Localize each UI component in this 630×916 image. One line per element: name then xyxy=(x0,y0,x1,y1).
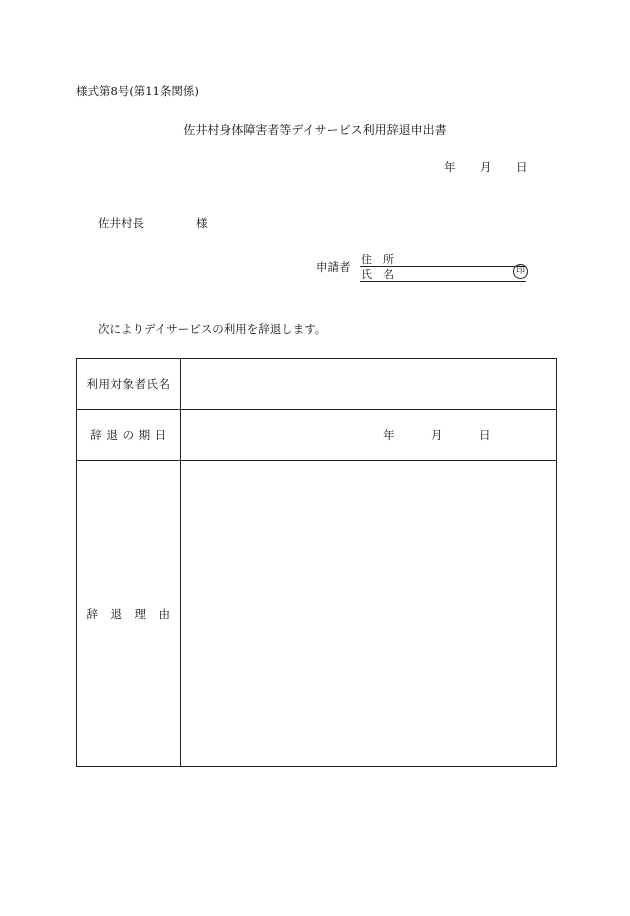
withdrawal-date-year-label: 年 xyxy=(383,428,395,443)
withdrawal-date-day-label: 日 xyxy=(479,428,491,443)
name-field-line[interactable] xyxy=(360,281,526,282)
withdrawal-reason-field[interactable] xyxy=(181,461,557,767)
table-row xyxy=(77,410,557,461)
header-date-month-label: 月 xyxy=(480,160,492,174)
header-date-day-label: 日 xyxy=(516,160,528,174)
name-label: 氏 名 xyxy=(361,268,394,281)
label-target-person-name: 利用対象者氏名 xyxy=(77,359,181,410)
header-date-year-label: 年 xyxy=(444,160,456,174)
withdrawal-date-month-label: 月 xyxy=(431,428,443,443)
statement-text: 次によりデイサービスの利用を辞退します。 xyxy=(98,322,327,336)
label-withdrawal-reason: 辞 退 理 由 xyxy=(77,461,181,767)
label-withdrawal-date: 辞 退 の 期 日 xyxy=(77,410,181,461)
form-number: 様式第8号(第11条関係) xyxy=(76,84,199,98)
addressee-honorific: 様 xyxy=(196,216,208,230)
application-table xyxy=(76,358,557,767)
address-field-line[interactable] xyxy=(360,266,526,267)
withdrawal-date-field[interactable] xyxy=(181,410,557,461)
seal-mark: 印 xyxy=(513,264,528,279)
address-label: 住 所 xyxy=(361,253,394,266)
applicant-label: 申請者 xyxy=(316,260,351,274)
document-title: 佐井村身体障害者等デイサービス利用辞退申出書 xyxy=(183,123,447,137)
target-person-name-field[interactable] xyxy=(181,359,557,410)
addressee-name: 佐井村長 xyxy=(98,216,144,230)
table-row xyxy=(77,461,557,767)
table-row xyxy=(77,359,557,410)
